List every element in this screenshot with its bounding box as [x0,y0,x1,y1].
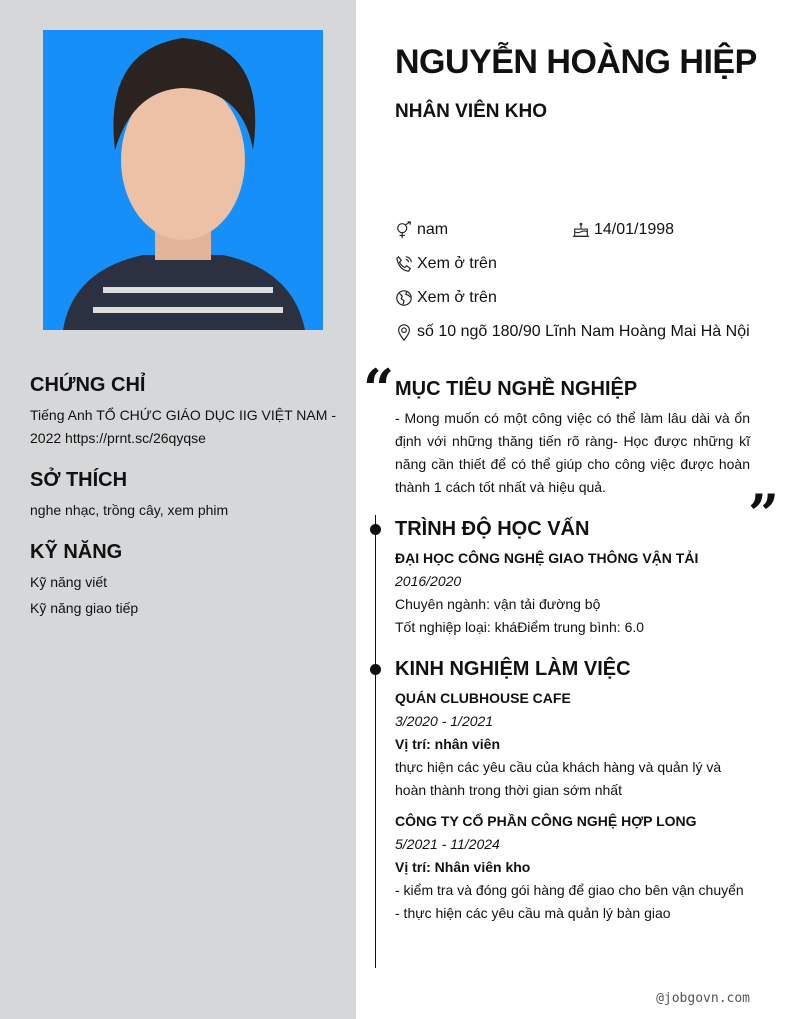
gender-value: nam [417,221,449,238]
main-content [395,377,780,925]
phone-row [395,255,497,273]
company-name: QUÁN CLUBHOUSE CAFE [395,690,571,706]
watermark: @jobgovn.com [656,991,750,1006]
sidebar-content [30,373,336,620]
cake-icon [572,221,590,239]
education-period: 2016/2020 [395,573,462,589]
candidate-name: NGUYỄN HOÀNG HIỆP [395,43,757,81]
job-description: thực hiện các yêu cầu của khách hàng và quản lý và hoàn thành trong thời gian sớm nhất [395,759,722,798]
skill-item: Kỹ năng giao tiếp [30,600,139,616]
quote-open-icon: “ [363,357,395,421]
education-grade: Tốt nghiệp loại: kháĐiểm trung bình: 6.0 [395,619,645,635]
phone-value: Xem ở trên [417,255,497,272]
website-value: Xem ở trên [417,289,497,306]
job-title: NHÂN VIÊN KHO [395,101,548,122]
phone-icon [395,255,413,273]
education-heading-text: TRÌNH ĐỘ HỌC VẤN [395,518,590,540]
job-position: Vị trí: nhân viên [395,736,501,752]
hobbies-text: nghe nhạc, trồng cây, xem phim [30,502,229,518]
location-pin-icon [395,323,413,341]
skills-heading: KỸ NĂNG [30,541,123,563]
profile-photo [43,30,323,330]
timeline-dot [370,524,381,535]
birthday-value: 14/01/1998 [594,221,675,238]
gender-icon [395,221,413,239]
experience-heading-text: KINH NGHIỆM LÀM VIỆC [395,658,631,680]
job-period: 5/2021 - 11/2024 [395,836,500,852]
experience-heading [395,657,750,681]
school-name: ĐẠI HỌC CÔNG NGHỆ GIAO THÔNG VẬN TẢI [395,550,699,566]
certificates-heading: CHỨNG CHỈ [30,374,146,396]
timeline-dot [370,664,381,675]
job-period: 3/2020 - 1/2021 [395,713,494,729]
birthday-row [572,221,674,239]
quote-close-icon: ” [748,482,780,546]
timeline-line [375,515,376,968]
education-heading [395,517,750,541]
job-description: - kiểm tra và đóng gói hàng để giao cho bên vận chuyển - thực hiện các yêu cầu mà quản lý bàn giao [395,882,744,921]
hobbies-heading: SỞ THÍCH [30,469,128,491]
certificates-text: Tiếng Anh TỔ CHỨC GIÁO DỤC IIG VIỆT NAM - 2022 https://prnt.sc/26qyqse [30,407,336,446]
address-row [395,323,750,341]
company-name: CÔNG TY CỔ PHẦN CÔNG NGHỆ HỢP LONG [395,813,697,829]
education-major: Chuyên ngành: vận tải đường bộ [395,596,601,612]
objective-text: - Mong muốn có một công việc có thể làm lâu dài và ổn định với những thăng tiến rõ ràng- Học được những kĩ năng cần thiết để có thể giúp cho công việc được hoàn thành 1 cách tốt nhất và hiệu quả. [395,410,750,495]
objective-heading: MỤC TIÊU NGHỀ NGHIỆP [395,378,638,400]
globe-icon [395,289,413,307]
gender-row [395,221,448,239]
skill-item: Kỹ năng viết [30,574,108,590]
job-position: Vị trí: Nhân viên kho [395,859,531,875]
website-row [395,289,497,307]
address-value: số 10 ngõ 180/90 Lĩnh Nam Hoàng Mai Hà Nội [417,323,750,340]
